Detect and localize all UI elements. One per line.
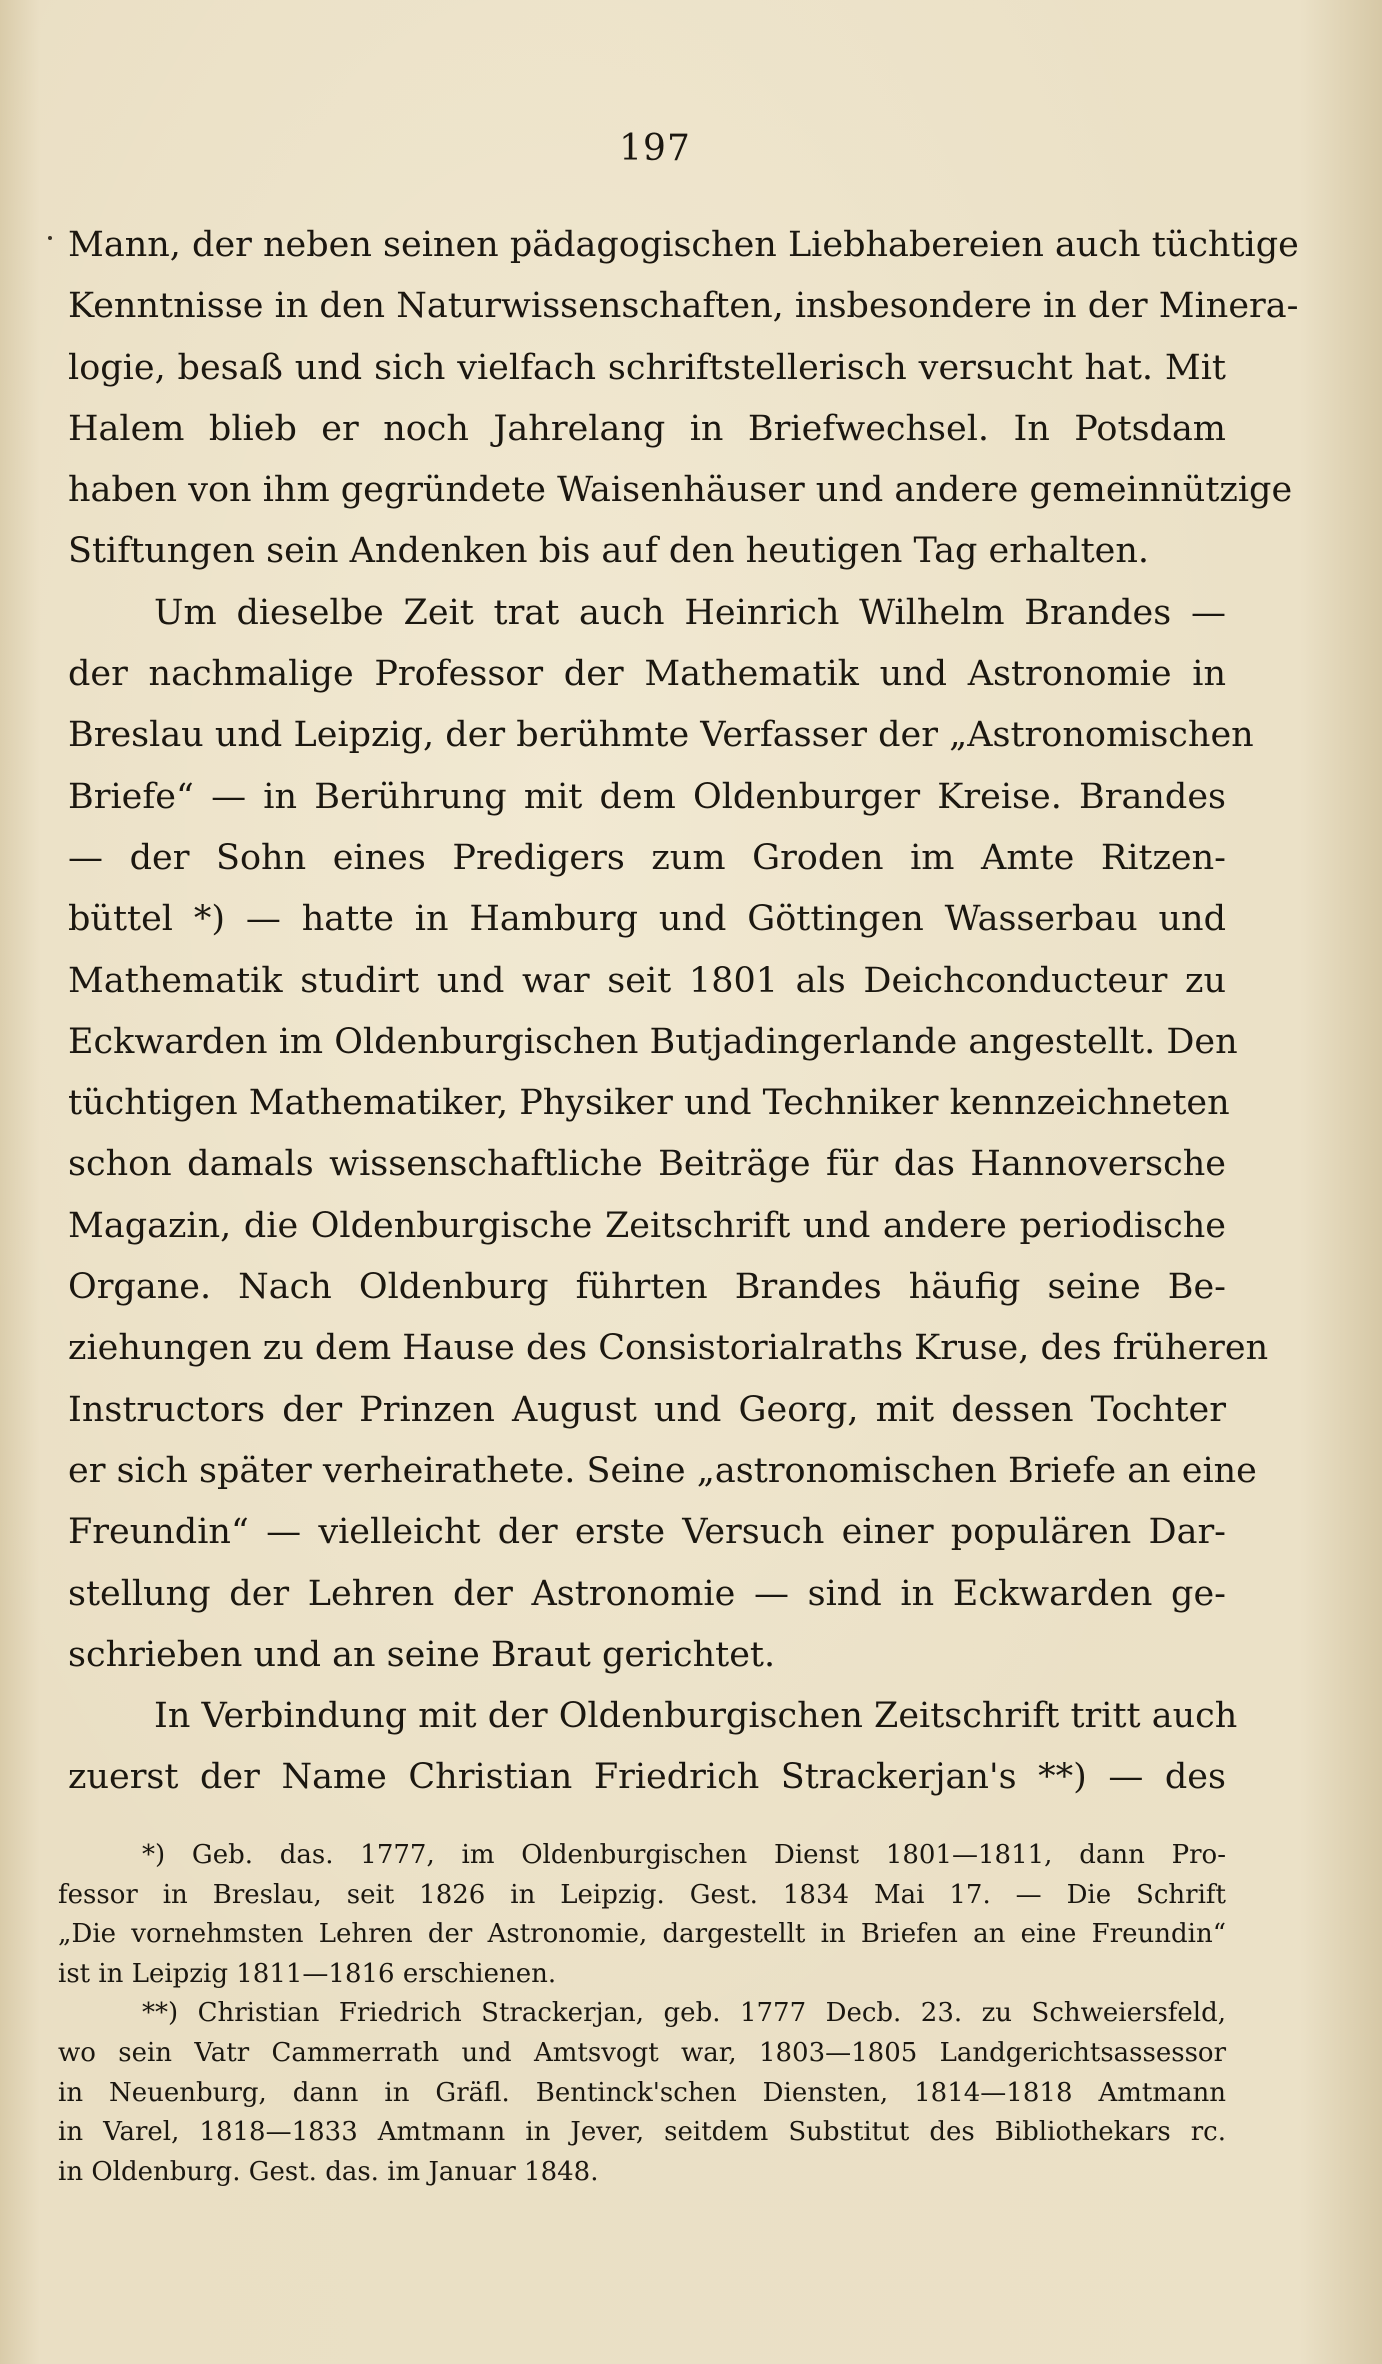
page-number: 197 [619, 128, 691, 169]
body-line: er sich später verheirathete. Seine „astronomischen Briefe an eine [68, 1450, 1257, 1491]
body-line: zuerst der Name Christian Friedrich Strackerjan's **) — des [68, 1757, 1226, 1798]
body-line: Kenntnisse in den Naturwissenschaften, insbesondere in der Minera- [68, 286, 1299, 327]
footnote-line: „Die vornehmsten Lehren der Astronomie, dargestellt in Briefen an eine Freundin“ [58, 1919, 1226, 1950]
body-line: Breslau und Leipzig, der berühmte Verfasser der „Astronomischen [68, 715, 1254, 756]
body-line: stellung der Lehren der Astronomie — sind in Eckwarden ge- [68, 1573, 1226, 1614]
footnote-line: ist in Leipzig 1811—1816 erschienen. [58, 1958, 557, 1989]
body-line: Mathematik studirt und war seit 1801 als Deichconducteur zu [68, 960, 1226, 1001]
body-line: — der Sohn eines Predigers zum Groden im Amte Ritzen- [68, 837, 1226, 878]
footnotes [58, 1836, 1226, 2192]
body-line: Um dieselbe Zeit trat auch Heinrich Wilhelm Brandes — [154, 592, 1226, 633]
body-line: Freundin“ — vielleicht der erste Versuch einer populären Dar- [68, 1512, 1226, 1553]
body-line: Briefe“ — in Berührung mit dem Oldenburger Kreise. Brandes [68, 776, 1226, 817]
body-line: Instructors der Prinzen August und Georg, mit dessen Tochter [68, 1389, 1226, 1430]
footnote-line: **) Christian Friedrich Strackerjan, geb. 1777 Decb. 23. zu Schweiersfeld, [142, 1998, 1226, 2029]
body-line: Stiftungen sein Andenken bis auf den heutigen Tag erhalten. [68, 531, 1150, 572]
body-line: schon damals wissenschaftliche Beiträge für das Hannoversche [68, 1144, 1226, 1185]
body-line: Mann, der neben seinen pädagogischen Liebhabereien auch tüchtige [68, 225, 1299, 265]
body-line: haben von ihm gegründete Waisenhäuser und andere gemeinnützige [68, 470, 1293, 511]
body-line: büttel *) — hatte in Hamburg und Göttingen Wasserbau und [68, 899, 1226, 940]
body-line: schrieben und an seine Braut gerichtet. [68, 1634, 776, 1675]
body-line: Eckwarden im Oldenburgischen Butjadingerlande angestellt. Den [68, 1021, 1238, 1062]
margin-mark [48, 236, 52, 240]
body-line: tüchtigen Mathematiker, Physiker und Techniker kennzeichneten [68, 1083, 1230, 1124]
body-line: ziehungen zu dem Hause des Consistorialraths Kruse, des früheren [68, 1328, 1269, 1369]
footnote-line: fessor in Breslau, seit 1826 in Leipzig. Gest. 1834 Mai 17. — Die Schrift [58, 1879, 1226, 1910]
body-line: Magazin, die Oldenburgische Zeitschrift und andere periodische [68, 1205, 1226, 1246]
body-line: der nachmalige Professor der Mathematik und Astronomie in [68, 654, 1226, 695]
body-line: Organe. Nach Oldenburg führten Brandes häufig seine Be- [68, 1267, 1226, 1308]
footnote-line: in Neuenburg, dann in Gräfl. Bentinck'schen Diensten, 1814—1818 Amtmann [58, 2077, 1226, 2108]
footnote-line: in Oldenburg. Gest. das. im Januar 1848. [58, 2156, 599, 2187]
body-line: Halem blieb er noch Jahrelang in Briefwechsel. In Potsdam [68, 408, 1226, 449]
footnote-line: *) Geb. das. 1777, im Oldenburgischen Dienst 1801—1811, dann Pro- [142, 1840, 1226, 1870]
footnote-line: in Varel, 1818—1833 Amtmann in Jever, seitdem Substitut des Bibliothekars rc. [58, 2117, 1226, 2148]
body-line: In Verbindung mit der Oldenburgischen Zeitschrift tritt auch [154, 1696, 1238, 1737]
footnote-line: wo sein Vatr Cammerrath und Amtsvogt war, 1803—1805 Landgerichtsassessor [58, 2037, 1226, 2068]
body-text [68, 215, 1299, 1809]
body-line: logie, besaß und sich vielfach schriftstellerisch versucht hat. Mit [68, 347, 1226, 388]
